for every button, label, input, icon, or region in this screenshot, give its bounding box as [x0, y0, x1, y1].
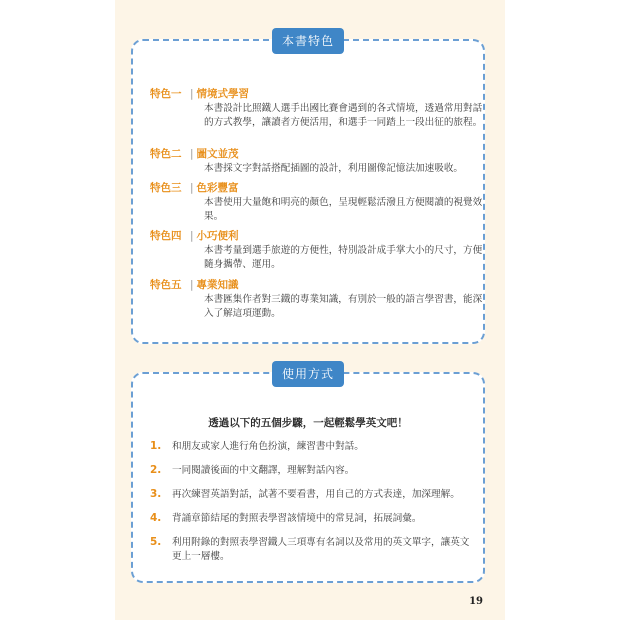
separator: | — [190, 88, 194, 100]
step-text: 利用附錄的對照表學習鐵人三項專有名詞以及常用的英文單字，讓英文更上一層樓。 — [172, 537, 470, 562]
feature-label: 特色二 — [150, 148, 182, 160]
step-number: 5. — [150, 536, 162, 548]
feature-item — [150, 181, 483, 223]
usage-title: 使用方式 — [272, 361, 344, 387]
step-number: 3. — [150, 488, 162, 500]
step-text: 和朋友或家人進行角色扮演，練習書中對話。 — [172, 441, 364, 452]
feature-label: 特色三 — [150, 182, 182, 194]
step-text: 背誦章節結尾的對照表學習該情境中的常見詞，拓展詞彙。 — [172, 513, 422, 524]
usage-step — [150, 488, 470, 502]
feature-title: 色彩豐富 — [196, 182, 239, 194]
features-title: 本書特色 — [272, 28, 344, 54]
separator: | — [190, 230, 194, 242]
feature-body: 本書採文字對話搭配插圖的設計，利用圖像記憶法加速吸收。 — [204, 163, 464, 174]
feature-label: 特色五 — [150, 279, 182, 291]
usage-step — [150, 512, 470, 526]
feature-body: 本書設計比照鐵人選手出國比賽會遇到的各式情境，透過常用對話的方式教學，讓讀者方便活用，和選手一同踏上一段出征的旅程。 — [204, 103, 483, 128]
feature-item — [150, 147, 480, 176]
feature-label: 特色一 — [150, 88, 182, 100]
feature-body: 本書考量到選手旅遊的方便性，特別設計成手掌大小的尺寸，方便隨身攜帶、運用。 — [204, 245, 483, 270]
step-number: 4. — [150, 512, 162, 524]
feature-title: 圖文並茂 — [196, 148, 239, 160]
feature-label: 特色四 — [150, 230, 182, 242]
usage-step — [150, 440, 470, 454]
feature-body: 本書匯集作者對三鐵的專業知識，有別於一般的語言學習書，能深入了解這項運動。 — [204, 294, 483, 319]
features-box — [131, 34, 485, 344]
step-text: 再次練習英語對話，試著不要看書，用自己的方式表達，加深理解。 — [172, 489, 460, 500]
feature-body: 本書使用大量飽和明亮的顏色，呈現輕鬆活潑且方便閱讀的視覺效果。 — [204, 197, 483, 222]
feature-title: 小巧便利 — [196, 230, 239, 242]
feature-item — [150, 229, 483, 271]
feature-item — [150, 87, 483, 129]
usage-step — [150, 536, 470, 563]
book-page — [115, 0, 505, 620]
usage-intro: 透過以下的五個步驟，一起輕鬆學英文吧！ — [208, 417, 408, 429]
step-number: 1. — [150, 440, 162, 452]
page-number: 19 — [469, 596, 483, 607]
step-number: 2. — [150, 464, 162, 476]
feature-title: 專業知識 — [196, 279, 239, 291]
separator: | — [190, 279, 194, 291]
separator: | — [190, 182, 194, 194]
separator: | — [190, 148, 194, 160]
feature-title: 情境式學習 — [196, 88, 250, 100]
usage-box — [131, 367, 485, 583]
usage-step — [150, 464, 470, 478]
step-text: 一同閱讀後面的中文翻譯，理解對話內容。 — [172, 465, 355, 476]
feature-item — [150, 278, 483, 320]
